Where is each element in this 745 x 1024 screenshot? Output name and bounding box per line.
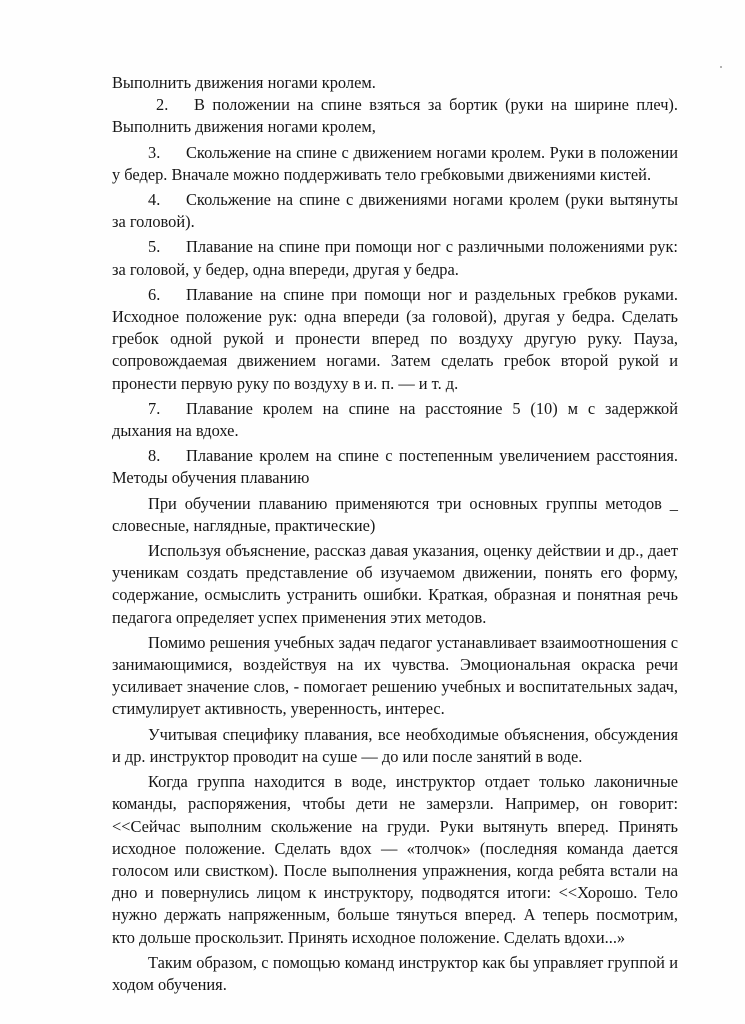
list-item-text: Скольжение на спине с движениями ногами кролем (руки вытянуты за головой).: [112, 190, 678, 232]
list-item-text: Плавание кролем на спине на расстояние 5 (10) м с задержкой дыхания на вдохе.: [112, 398, 678, 441]
list-item-8: [112, 445, 678, 489]
scan-speck: [720, 66, 722, 68]
list-item-number: 6.: [148, 284, 161, 304]
list-item-text: Скольжение на спине с движением ногами кролем. Руки в положении у бедер. Вначале можно поддерживать тело гребковыми движениями кистей.: [112, 142, 678, 184]
list-item-3: [112, 142, 678, 186]
list-item-4: [112, 189, 678, 233]
paragraph-intro: Выполнить движения ногами кролем.: [112, 73, 376, 92]
paragraph-explanation: Используя объяснение, рассказ давая указания, оценку действии и др., дает ученикам создать представление об изучаемом движении, понять его форму, содержание, осмыслить устранить ошибки. Краткая, образная и понятная речь педагога определяет успех применения этих методов.: [112, 541, 678, 627]
list-item-7: [112, 398, 678, 442]
list-item-number: 7.: [148, 398, 161, 418]
list-item-text: Плавание на спине при помощи ног и раздельных гребков руками. Исходное положение рук: одна впереди (за головой), другая у бедра. Сделать гребок одной рукой и пронести вперед по воздуху другую руку. Пауза, сопровождаемая движением ногами. Затем сделать гребок второй рукой и пронести первую руку по воздуху в и. п. — и т. д.: [112, 284, 678, 393]
list-item-number: 5.: [148, 237, 161, 257]
list-item-6: [112, 284, 678, 395]
list-item-5: [112, 236, 678, 280]
paragraph-specifics: Учитывая специфику плавания, все необходимые объяснения, обсуждения и др. инструктор проводит на суше — до или после занятий в воде.: [112, 724, 678, 766]
list-item-number: 8.: [148, 446, 161, 466]
list-item-text: Плавание кролем на спине с постепенным увеличением расстояния. Методы обучения плаванию: [112, 446, 678, 488]
paragraph-commands: Когда группа находится в воде, инструктор отдает только лаконичные команды, распоряжения, чтобы дети не замерзли. Например, он говорит: <<Сейчас выполним скольжение на груди. Руки вытянуть вперед. Принять исходное положение. Сделать вдох — «толчок» (последняя команда дается голосом или свистком). После выполнения упражнения, когда ребята встали на дно и повернулись лицом к инструктору, подводятся итоги: <<Хорошо. Тело нужно держать напряженным, больше тянуться вперед. А теперь посмотрим, кто дольше проскользит. Принять исходное положение. Сделать вдохи...»: [112, 772, 678, 947]
paragraph-conclusion: Таким образом, с помощью команд инструктор как бы управляет группой и ходом обучения.: [112, 952, 678, 994]
list-item-2: [112, 94, 678, 138]
list-item-number: 2.: [156, 95, 169, 115]
paragraph-methods: При обучении плаванию применяются три основных группы методов _ словесные, наглядные, практические): [112, 493, 678, 535]
list-item-text: Плавание на спине при помощи ног с различными положениями рук: за головой, у бедер, одна впереди, другая у бедра.: [112, 237, 678, 279]
document-body: [112, 72, 678, 996]
list-item-number: 3.: [148, 142, 161, 162]
list-item-number: 4.: [148, 190, 161, 210]
paragraph-relationships: Помимо решения учебных задач педагог устанавливает взаимоотношения с занимающимися, воздействуя на их чувства. Эмоциональная окраска речи усиливает значение слов, - помогает решению учебных и воспитательных задач, стимулирует активность, уверенность, интерес.: [112, 632, 678, 719]
list-item-text: В положении на спине взяться за бортик (руки на ширине плеч). Выполнить движения ногами кролем,: [112, 95, 678, 137]
